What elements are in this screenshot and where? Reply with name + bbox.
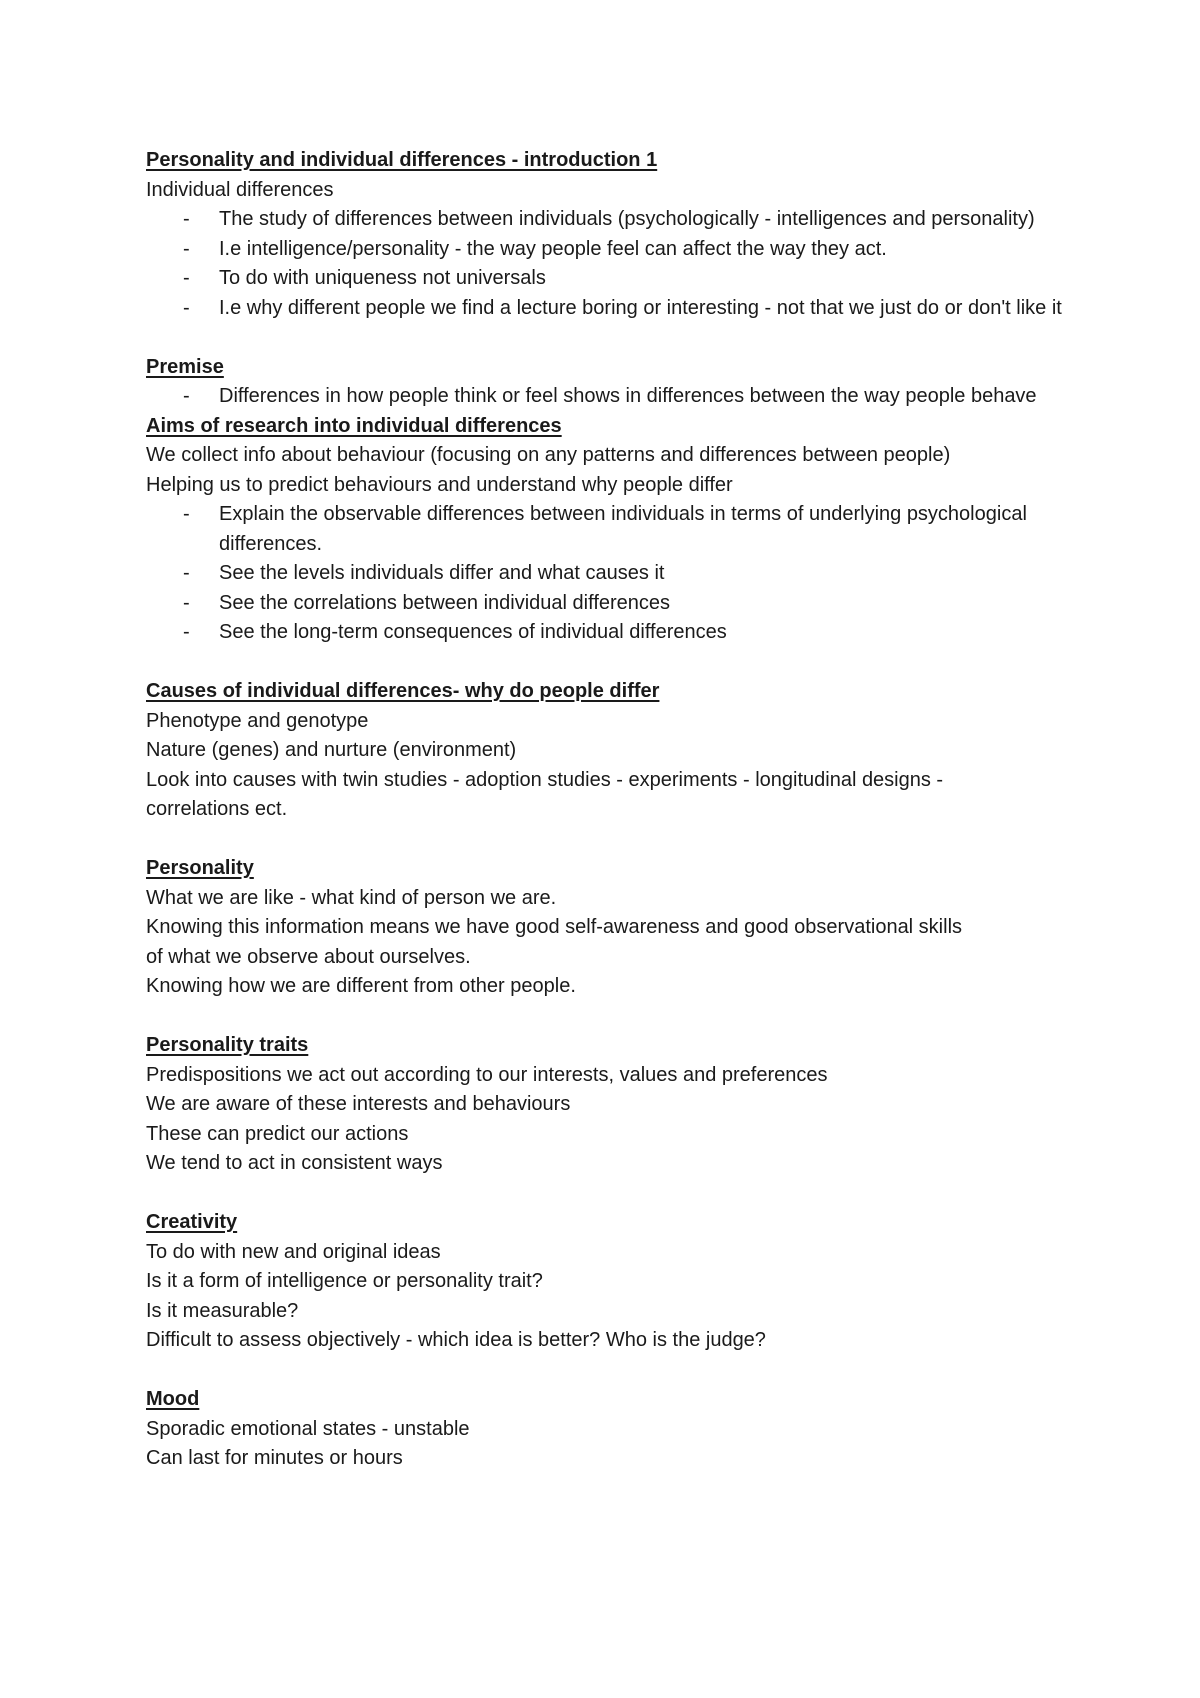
text-line: Sporadic emotional states - unstable bbox=[146, 1417, 470, 1440]
text-line: Look into causes with twin studies - adoption studies - experiments - longitudinal designs - bbox=[146, 768, 944, 791]
blank-line bbox=[146, 1179, 1100, 1209]
blank-line bbox=[146, 825, 1100, 855]
section-heading: Personality bbox=[146, 857, 254, 879]
section-heading: Creativity bbox=[146, 1211, 238, 1233]
bullet-item: - See the correlations between individual differences bbox=[146, 589, 1100, 619]
text-line: of what we observe about ourselves. bbox=[146, 945, 471, 968]
text-line: To do with new and original ideas bbox=[146, 1240, 441, 1263]
bullet-item: - See the levels individuals differ and what causes it bbox=[146, 559, 1100, 589]
dash-bullet-icon: - bbox=[183, 591, 190, 614]
dash-bullet-icon: - bbox=[183, 296, 190, 319]
blank-line bbox=[146, 323, 1100, 353]
bullet-list bbox=[146, 500, 1100, 648]
section-heading: Personality and individual differences - introduction 1 bbox=[146, 149, 658, 171]
text-line: Helping us to predict behaviours and understand why people differ bbox=[146, 473, 733, 496]
dash-bullet-icon: - bbox=[183, 267, 190, 289]
text-line: Knowing this information means we have good self-awareness and good observational skills bbox=[146, 916, 963, 938]
bullet-item: - To do with uniqueness not universals bbox=[146, 264, 1100, 294]
section-heading: Personality traits bbox=[146, 1034, 309, 1056]
dash-bullet-icon: - bbox=[183, 208, 190, 230]
dash-bullet-icon: - bbox=[183, 503, 190, 525]
bullet-item: - See the long-term consequences of individual differences bbox=[146, 618, 1100, 648]
dash-bullet-icon: - bbox=[183, 621, 190, 643]
bullet-item: - Differences in how people think or feel shows in differences between the way people behave bbox=[146, 382, 1100, 412]
blank-line bbox=[146, 1002, 1100, 1032]
blank-line bbox=[146, 1356, 1100, 1386]
bullet-item: - The study of differences between individuals (psychologically - intelligences and personality) bbox=[146, 205, 1100, 235]
text-line: Difficult to assess objectively - which idea is better? Who is the judge? bbox=[146, 1329, 766, 1351]
text-line: We tend to act in consistent ways bbox=[146, 1152, 443, 1174]
blank-line bbox=[146, 648, 1100, 678]
section-heading: Premise bbox=[146, 355, 224, 378]
text-line: Can last for minutes or hours bbox=[146, 1447, 403, 1469]
bullet-list bbox=[146, 205, 1100, 323]
bullet-item: - I.e why different people we find a lecture boring or interesting - not that we just do or don't like it bbox=[146, 294, 1100, 324]
text-line: Individual differences bbox=[146, 178, 334, 201]
section-heading: Causes of individual differences- why do people differ bbox=[146, 680, 660, 702]
text-line: We collect info about behaviour (focusing on any patterns and differences between people) bbox=[146, 444, 951, 466]
dash-bullet-icon: - bbox=[183, 385, 190, 407]
text-line: correlations ect. bbox=[146, 798, 288, 820]
text-line: Is it a form of intelligence or personality trait? bbox=[146, 1270, 543, 1292]
section-heading: Aims of research into individual differences bbox=[146, 414, 562, 437]
dash-bullet-icon: - bbox=[183, 562, 190, 584]
text-line: Knowing how we are different from other people. bbox=[146, 975, 576, 997]
bullet-item: - I.e intelligence/personality - the way people feel can affect the way they act. bbox=[146, 235, 1100, 265]
text-line: Predispositions we act out according to our interests, values and preferences bbox=[146, 1063, 828, 1086]
text-line: What we are like - what kind of person we are. bbox=[146, 886, 557, 909]
dash-bullet-icon: - bbox=[183, 237, 190, 260]
text-line: These can predict our actions bbox=[146, 1122, 409, 1145]
text-line: We are aware of these interests and behaviours bbox=[146, 1093, 571, 1115]
text-line: Phenotype and genotype bbox=[146, 709, 369, 732]
text-line: Nature (genes) and nurture (environment) bbox=[146, 739, 517, 761]
bullet-item: - Explain the observable differences between individuals in terms of underlying psychological differences. bbox=[146, 500, 1100, 559]
text-line: Is it measurable? bbox=[146, 1299, 299, 1322]
bullet-list bbox=[146, 382, 1100, 412]
section-heading: Mood bbox=[146, 1388, 200, 1410]
